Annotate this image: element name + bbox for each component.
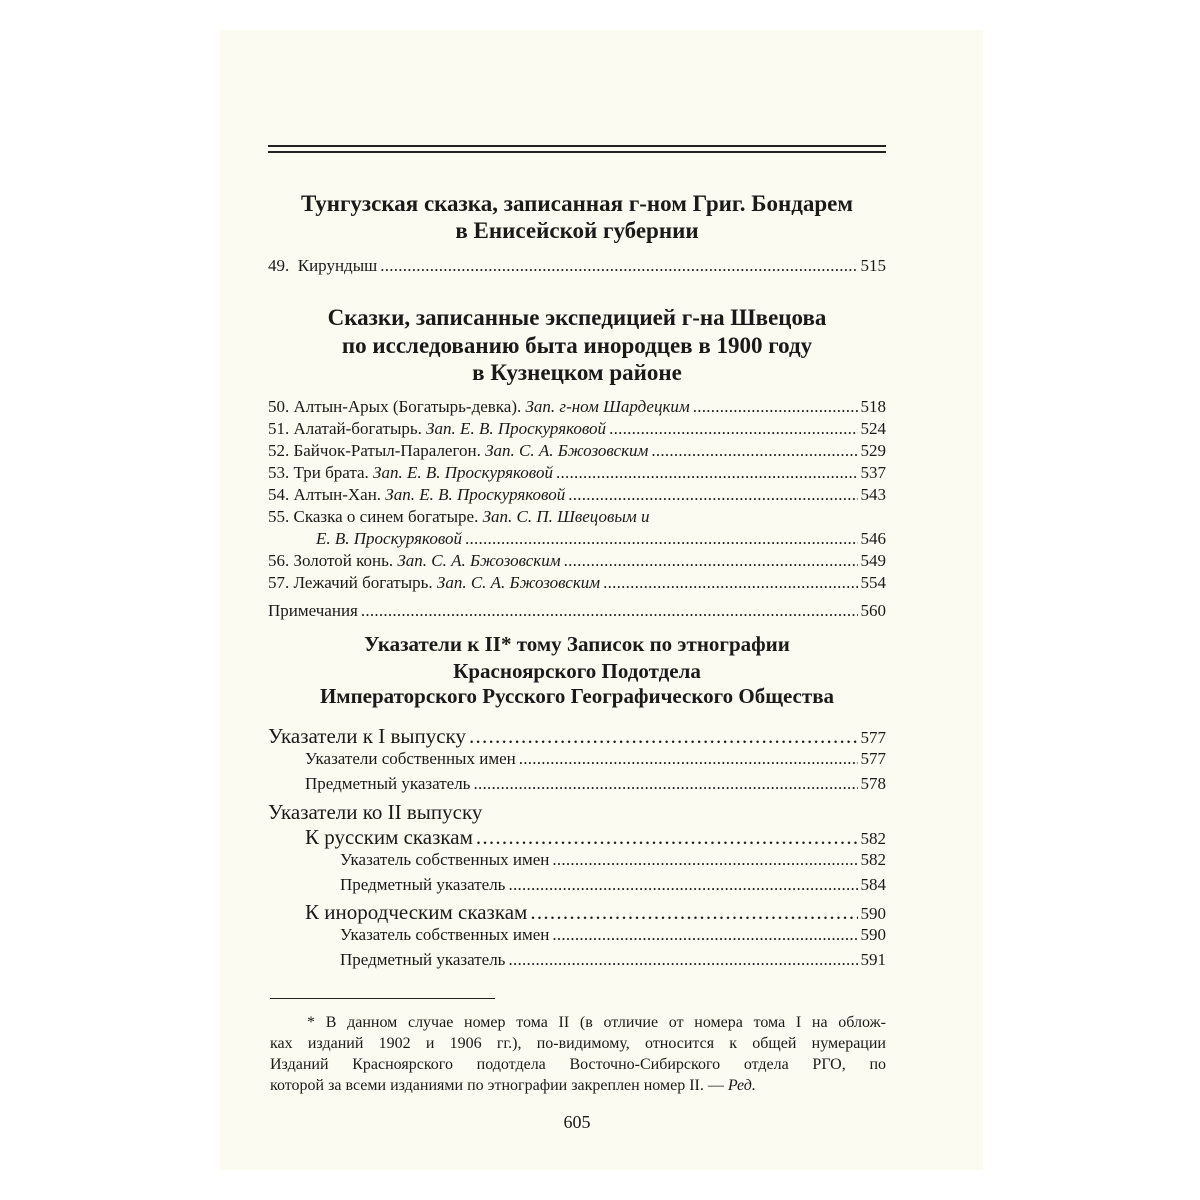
toc-page-number: 543 [860, 485, 886, 504]
dot-leader [609, 419, 857, 439]
toc-entry-label: 54. Алтын-Хан. Зап. Е. В. Проскуряковой [268, 485, 566, 504]
toc-entry[interactable] [268, 551, 886, 571]
dot-leader [564, 551, 858, 571]
index-group-heading[interactable] [268, 800, 886, 824]
toc-entry-label: Примечания [268, 601, 358, 620]
dot-leader [469, 724, 858, 748]
toc-entry-label: 52. Байчок-Ратыл-Паралегон. Зап. С. А. Бжозовским [268, 441, 649, 460]
index-page-number: 582 [860, 850, 886, 869]
index-page-number: 590 [860, 904, 886, 923]
index-entry-label: Указатель собственных имен [340, 850, 550, 869]
toc-entry-label: 56. Золотой конь. Зап. С. А. Бжозовским [268, 551, 561, 570]
toc-entry[interactable] [268, 256, 886, 276]
toc-entry[interactable] [268, 463, 886, 483]
top-rule-second [268, 151, 886, 153]
dot-leader [568, 485, 857, 505]
index-entry-label: Предметный указатель [340, 875, 506, 894]
index-entry[interactable] [268, 724, 886, 750]
footnote-editor-mark: Ред. [727, 1077, 756, 1094]
toc-page-number: 515 [860, 256, 886, 275]
toc-page-number: 518 [860, 397, 886, 416]
toc-entry[interactable] [268, 573, 886, 593]
section-title: Указатели к II* тому Записок по этнографии [364, 632, 790, 656]
dot-leader [476, 825, 858, 849]
toc-page-number: 560 [860, 601, 886, 620]
toc-page-number: 549 [860, 551, 886, 570]
toc-entry[interactable] [268, 419, 886, 439]
index-page-number: 591 [860, 950, 886, 969]
page-number: 605 [563, 1112, 591, 1132]
dot-leader [651, 441, 857, 461]
footnote-text: которой за всеми изданиями по этнографии закреплен номер II. — [270, 1077, 724, 1094]
footnote-line: Изданий Красноярского подотдела Восточно-Сибирского отдела РГО, по [270, 1056, 886, 1073]
dot-leader [693, 397, 858, 417]
toc-entry-label: 51. Алатай-богатырь. Зап. Е. В. Проскуряковой [268, 419, 607, 438]
toc-entry-label: Е. В. Проскуряковой [316, 529, 463, 548]
toc-entry[interactable] [268, 397, 886, 417]
toc-page-number: 524 [860, 419, 886, 438]
index-page-number: 577 [860, 728, 886, 747]
toc-entry-first-line[interactable] [268, 507, 886, 527]
index-entry[interactable] [268, 950, 886, 970]
dot-leader [380, 256, 857, 276]
footnote-line [270, 1075, 886, 1096]
section-title: Сказки, записанные экспедицией г-на Швецова [327, 305, 827, 330]
section-title: по исследованию быта инородцев в 1900 году [341, 333, 813, 358]
index-page-number: 584 [860, 875, 886, 894]
toc-page-number: 546 [860, 529, 886, 548]
index-entry-label: К инородческим сказкам [305, 900, 528, 924]
section-title: Красноярского Подотдела [453, 659, 701, 683]
dot-leader [508, 875, 857, 895]
index-entry-label: Указатели собственных имен [305, 749, 516, 768]
toc-entry-label: 57. Лежачий богатырь. Зап. С. А. Бжозовским [268, 573, 601, 592]
index-entry[interactable] [268, 825, 886, 851]
toc-entry[interactable] [268, 441, 886, 461]
dot-leader [552, 925, 857, 945]
footnote-line: * В данном случае номер тома II (в отличие от номера тома I на облож- [307, 1014, 886, 1031]
index-entry-label: Предметный указатель [305, 774, 471, 793]
index-entry[interactable] [268, 850, 886, 870]
dot-leader [361, 601, 858, 621]
dot-leader [530, 900, 857, 924]
dot-leader [473, 774, 857, 794]
index-entry[interactable] [268, 900, 886, 926]
footnote-line: ках изданий 1902 и 1906 гг.), по-видимому, относится к общей нумерации [270, 1035, 886, 1052]
toc-page-number: 537 [860, 463, 886, 482]
toc-entry-label: 55. Сказка о синем богатыре. Зап. С. П. Швецовым и [268, 507, 650, 526]
top-rule [268, 145, 886, 147]
section-title: Тунгузская сказка, записанная г-ном Григ. Бондарем [301, 191, 853, 216]
index-entry-label: Указатели к I выпуску [268, 724, 466, 748]
toc-page-number: 529 [860, 441, 886, 460]
toc-entry-label: 49. Кирундыш [268, 256, 378, 275]
dot-leader [552, 850, 857, 870]
index-page-number: 582 [860, 829, 886, 848]
index-entry-label: Указатели ко II выпуску [268, 800, 483, 824]
dot-leader [508, 950, 857, 970]
index-entry[interactable] [268, 774, 886, 794]
index-entry[interactable] [268, 875, 886, 895]
dot-leader [465, 529, 857, 549]
toc-entry-label: 53. Три брата. Зап. Е. В. Проскуряковой [268, 463, 553, 482]
index-page-number: 590 [860, 925, 886, 944]
index-entry[interactable] [268, 925, 886, 945]
toc-entry[interactable] [268, 485, 886, 505]
toc-entry-continuation[interactable] [268, 529, 886, 549]
section-title: в Кузнецком районе [472, 360, 682, 385]
toc-page-number: 554 [860, 573, 886, 592]
dot-leader [603, 573, 857, 593]
dot-leader [519, 749, 858, 769]
dot-leader [556, 463, 858, 483]
index-entry-label: Предметный указатель [340, 950, 506, 969]
index-entry[interactable] [268, 749, 886, 769]
index-entry-label: Указатель собственных имен [340, 925, 550, 944]
section-title: Императорского Русского Географического Общества [319, 684, 835, 708]
toc-entry-label: 50. Алтын-Арых (Богатырь-девка). Зап. г-ном Шардецким [268, 397, 690, 416]
index-entry-label: К русским сказкам [305, 825, 473, 849]
index-page-number: 577 [860, 749, 886, 768]
section-title: в Енисейской губернии [455, 218, 699, 243]
footnote-rule [270, 998, 495, 999]
index-page-number: 578 [860, 774, 886, 793]
toc-entry-notes[interactable] [268, 601, 886, 621]
